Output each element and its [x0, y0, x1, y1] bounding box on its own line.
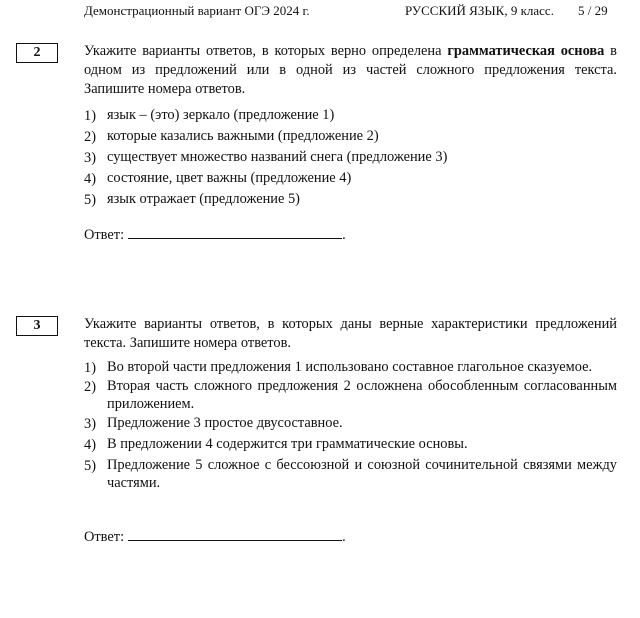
- subject-label: РУССКИЙ ЯЗЫК, 9 класс.: [405, 3, 554, 18]
- option-number: 1): [84, 360, 96, 376]
- answer-row: [84, 224, 346, 244]
- option-number: 4): [84, 437, 96, 453]
- option-item: [84, 148, 617, 166]
- option-text: Вторая часть сложного предложения 2 осложнена обособленным согласованным приложением.: [107, 378, 617, 412]
- option-text: язык отражает (предложение 5): [107, 191, 300, 207]
- answer-options: [84, 358, 617, 492]
- option-text: существует множество названий снега (предложение 3): [107, 149, 448, 165]
- option-number: 1): [84, 108, 96, 124]
- answer-input-line[interactable]: [128, 224, 342, 239]
- option-text: которые казались важными (предложение 2): [107, 128, 379, 144]
- option-item: [84, 435, 617, 453]
- option-number: 3): [84, 416, 96, 432]
- option-item: [84, 190, 617, 208]
- option-text: Предложение 5 сложное с бессоюзной и союзной сочинительной связями между частями.: [107, 457, 617, 491]
- page-header: [0, 3, 640, 23]
- option-item: [84, 377, 617, 413]
- question-bold-term: грамматическая основа: [447, 43, 605, 59]
- option-text: Во второй части предложения 1 использовано составное глагольное сказуемое.: [107, 359, 593, 375]
- task-question: Укажите варианты ответов, в которых даны верные характеристики предложений текста. Запишите номера ответов.: [84, 316, 617, 351]
- option-item: [84, 358, 617, 376]
- task-question: [84, 42, 617, 99]
- answer-options: [84, 106, 617, 208]
- option-number: 5): [84, 192, 96, 208]
- option-item: [84, 414, 617, 432]
- answer-period: .: [342, 227, 346, 243]
- option-number: 3): [84, 150, 96, 166]
- option-item: [84, 127, 617, 145]
- answer-label: Ответ:: [84, 529, 125, 545]
- option-item: [84, 456, 617, 492]
- task-number-box: 3: [16, 316, 58, 336]
- option-number: 4): [84, 171, 96, 187]
- option-text: язык – (это) зеркало (предложение 1): [107, 107, 335, 123]
- question-text: Укажите варианты ответов, в которых верно определена: [84, 43, 448, 59]
- option-text: Предложение 3 простое двусоставное.: [107, 415, 343, 431]
- option-item: [84, 106, 617, 124]
- option-number: 2): [84, 129, 96, 145]
- exam-title: Демонстрационный вариант ОГЭ 2024 г.: [84, 3, 310, 18]
- option-text: В предложении 4 содержится три грамматические основы.: [107, 436, 468, 452]
- answer-row: [84, 526, 346, 546]
- option-number: 2): [84, 379, 96, 395]
- answer-input-line[interactable]: [128, 526, 342, 541]
- answer-label: Ответ:: [84, 227, 125, 243]
- page-number: 5 / 29: [578, 3, 608, 18]
- question-text: в одном из предложений или в одной из частей сложного предложения текста. Запишите номера ответов.: [84, 43, 617, 97]
- answer-period: .: [342, 529, 346, 545]
- option-number: 5): [84, 458, 96, 474]
- option-item: [84, 169, 617, 187]
- option-text: состояние, цвет важны (предложение 4): [107, 170, 352, 186]
- task-number-box: 2: [16, 43, 58, 63]
